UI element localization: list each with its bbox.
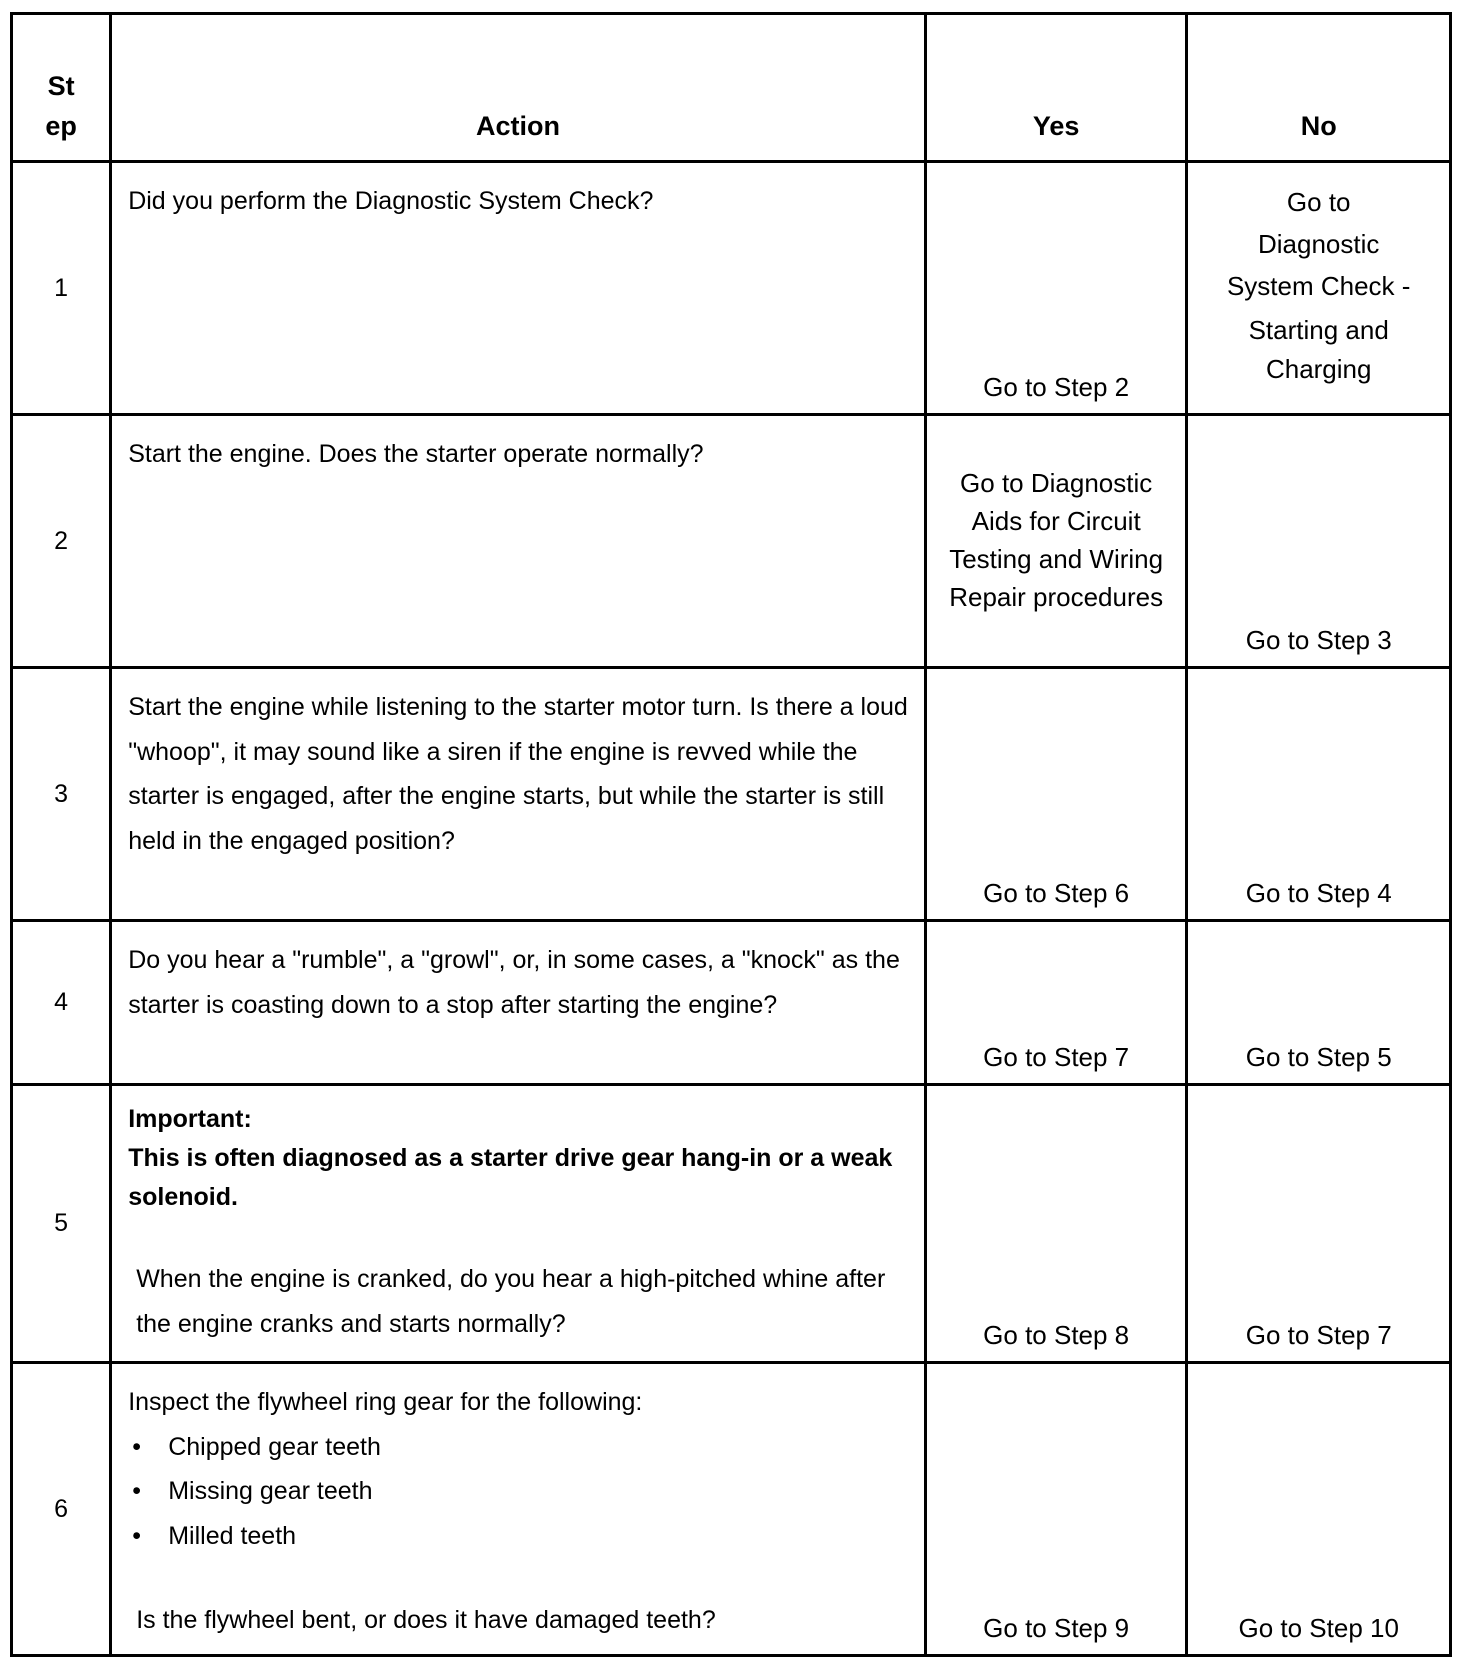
yes-cell: Go to Diagnostic Aids for Circuit Testing and Wiring Repair procedures <box>925 415 1187 668</box>
yes-cell: Go to Step 6 <box>925 668 1187 921</box>
header-step: St ep <box>12 14 111 162</box>
header-no: No <box>1187 14 1451 162</box>
action-intro: Inspect the flywheel ring gear for the following: <box>128 1388 643 1416</box>
step-number: 3 <box>12 668 111 921</box>
table-row <box>12 1363 1451 1656</box>
list-item: • Milled teeth <box>132 1521 297 1550</box>
list-item: • Chipped gear teeth <box>132 1432 381 1461</box>
step-number: 5 <box>12 1085 111 1363</box>
yes-cell: Go to Step 8 <box>925 1085 1187 1363</box>
important-text: This is often diagnosed as a starter drive gear hang-in or a weak solenoid. <box>128 1144 893 1211</box>
action-cell: Start the engine. Does the starter operate normally? <box>111 415 926 668</box>
action-question: When the engine is cranked, do you hear a high-pitched whine after the engine cranks and starts normally? <box>136 1265 886 1338</box>
table-row <box>12 162 1451 415</box>
no-cell: Go to Step 5 <box>1187 921 1451 1085</box>
header-yes: Yes <box>925 14 1187 162</box>
header-row <box>12 14 1451 162</box>
table-row <box>12 921 1451 1085</box>
header-action: Action <box>111 14 926 162</box>
no-cell: Go to Step 7 <box>1187 1085 1451 1363</box>
step-number: 4 <box>12 921 111 1085</box>
action-question: Is the flywheel bent, or does it have damaged teeth? <box>136 1606 716 1634</box>
yes-cell: Go to Step 2 <box>925 162 1187 415</box>
list-item: • Missing gear teeth <box>132 1477 373 1505</box>
step-number: 6 <box>12 1363 111 1656</box>
table-row <box>12 668 1451 921</box>
action-cell: Start the engine while listening to the starter motor turn. Is there a loud "whoop", it may sound like a siren if the engine is revved while the starter is engaged, after the engine starts, but while the starter is still held in the engaged position? <box>111 668 926 921</box>
action-cell: Do you hear a "rumble", a "growl", or, in some cases, a "knock" as the starter is coasting down to a stop after starting the engine? <box>111 921 926 1085</box>
diagnostic-table <box>10 12 1452 1657</box>
step-number: 1 <box>12 162 111 415</box>
action-cell <box>111 1085 926 1363</box>
action-cell <box>111 1363 926 1656</box>
important-label: Important: <box>128 1105 252 1133</box>
bullet-list <box>128 1425 908 1559</box>
no-cell: Go to Diagnostic System Check - Starting and Charging <box>1187 162 1451 415</box>
step-number: 2 <box>12 415 111 668</box>
table-row <box>12 415 1451 668</box>
yes-cell: Go to Step 9 <box>925 1363 1187 1656</box>
no-cell: Go to Step 3 <box>1187 415 1451 668</box>
no-cell: Go to Step 4 <box>1187 668 1451 921</box>
yes-cell: Go to Step 7 <box>925 921 1187 1085</box>
action-cell: Did you perform the Diagnostic System Check? <box>111 162 926 415</box>
table-row <box>12 1085 1451 1363</box>
no-cell: Go to Step 10 <box>1187 1363 1451 1656</box>
